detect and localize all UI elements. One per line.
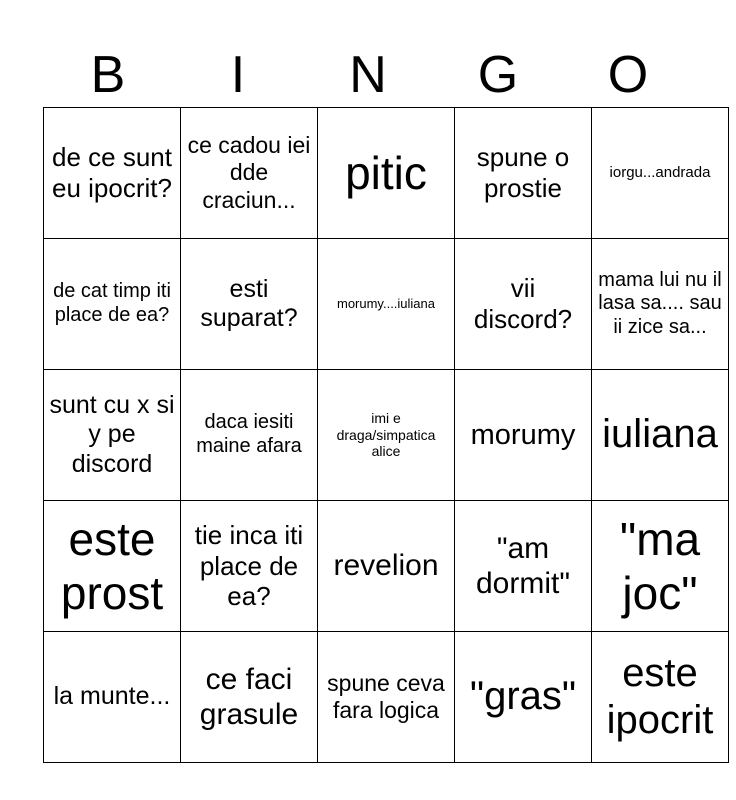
bingo-cell[interactable]: spune o prostie [455,108,592,239]
bingo-cell[interactable]: sunt cu x si y pe discord [44,370,181,501]
bingo-cell[interactable]: pitic [318,108,455,239]
bingo-cell[interactable]: "gras" [455,632,592,763]
bingo-cell[interactable]: de cat timp iti place de ea? [44,239,181,370]
bingo-cell[interactable]: esti suparat? [181,239,318,370]
bingo-cell[interactable]: este prost [44,501,181,632]
bingo-cell[interactable]: ce cadou iei dde craciun... [181,108,318,239]
bingo-cell[interactable]: spune ceva fara logica [318,632,455,763]
card-row [44,632,729,763]
bingo-cell[interactable]: ce faci grasule [181,632,318,763]
header-letter-i: I [230,46,246,104]
bingo-cell[interactable]: "am dormit" [455,501,592,632]
header-letter-g: G [477,46,519,104]
bingo-cell[interactable]: morumy [455,370,592,501]
bingo-header [43,44,693,106]
bingo-cell[interactable]: este ipocrit [592,632,729,763]
bingo-cell[interactable]: revelion [318,501,455,632]
header-letter-b: B [90,46,126,104]
card-row [44,239,729,370]
bingo-cell[interactable]: la munte... [44,632,181,763]
bingo-cell[interactable]: imi e draga/simpatica alice [318,370,455,501]
header-letter-o: O [607,46,649,104]
bingo-cell[interactable]: iorgu...andrada [592,108,729,239]
bingo-cell[interactable]: daca iesiti maine afara [181,370,318,501]
bingo-cell[interactable]: iuliana [592,370,729,501]
card-row [44,501,729,632]
bingo-cell[interactable]: vii discord? [455,239,592,370]
card-row [44,108,729,239]
bingo-cell[interactable]: tie inca iti place de ea? [181,501,318,632]
bingo-cell[interactable]: morumy....iuliana [318,239,455,370]
bingo-card [43,107,729,763]
bingo-cell[interactable]: "ma joc" [592,501,729,632]
card-row [44,370,729,501]
header-letter-n: N [349,46,387,104]
bingo-cell[interactable]: de ce sunt eu ipocrit? [44,108,181,239]
bingo-cell[interactable]: mama lui nu il lasa sa.... sau ii zice sa... [592,239,729,370]
